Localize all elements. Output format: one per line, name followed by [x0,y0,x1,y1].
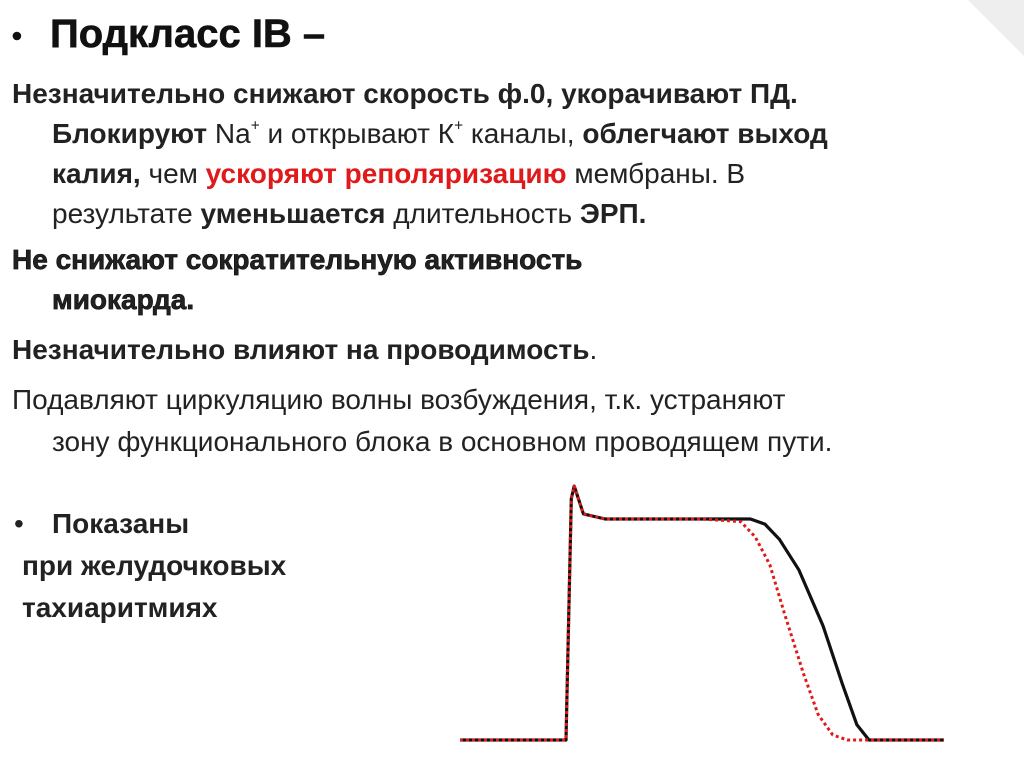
p1-l4-a: результате [52,198,201,229]
p1-l2-sup2: + [454,117,464,135]
p3-text: Незначительно влияют на проводимость [12,334,590,365]
p1-l3-d: мембраны. В [566,158,746,189]
p1-line3 [52,154,745,194]
p2-line2: миокарда. [52,284,195,315]
indication-line3: тахиаритмиях [22,592,218,623]
p3-dot: . [589,334,598,365]
p1-l2-c: каналы, [463,118,583,149]
p1-l3-b: чем [140,158,206,189]
p1-l2-b: и открывают [259,118,438,149]
p1-l2-na: Na [214,118,251,149]
p4-line1: Подавляют циркуляцию волны возбуждения, т.к. устраняют [12,384,786,415]
slide-title: Подкласс IB – [50,12,326,56]
page-curl-decoration [968,0,1024,56]
indication-line2: при желудочковых [22,550,287,581]
p2-line1: Не снижают сократительную активность [12,244,583,275]
indication-line1: Показаны [52,508,190,539]
indication-bullet: • [14,508,24,539]
p1-l4-c: длительность [385,198,580,229]
p1-l2-a: Блокируют [52,118,215,149]
p4-line2: зону функционального блока в основном проводящем пути. [52,426,833,457]
p1-l3-c-highlight: ускоряют реполяризацию [205,158,567,189]
p1-line4 [52,194,646,234]
series-solid-black-line [460,486,944,740]
p3-line [12,330,597,370]
series-dotted-red-line [460,486,944,740]
p1-l2-sup1: + [250,117,260,135]
action-potential-chart [460,480,950,746]
p1-line1: Незначительно снижают скорость ф.0, укорачивают ПД. [12,78,798,109]
p1-line2 [52,114,828,154]
title-bullet: • [12,20,22,51]
p1-l4-d: ЭРП. [579,198,647,229]
p1-l2-d: облегчают выход [582,118,828,149]
p1-l2-k: К [437,118,455,149]
p1-l3-a: калия, [52,158,141,189]
p1-l4-b: уменьшается [200,198,386,229]
